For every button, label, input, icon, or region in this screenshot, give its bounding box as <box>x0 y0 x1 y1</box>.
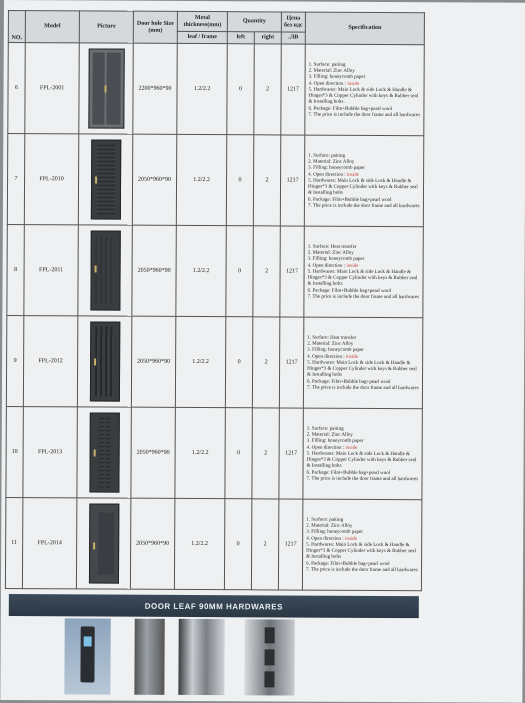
row-right: 2 <box>254 44 281 135</box>
row-right: 2 <box>253 226 280 317</box>
spec-line: 7. The price is include the door frame and all hardwares <box>307 294 420 300</box>
door-picture <box>76 498 130 589</box>
row-no: 6 <box>8 43 25 134</box>
row-no: 11 <box>5 498 22 589</box>
row-size: 2050*960*90 <box>132 134 176 225</box>
spec-line: 3. Filling: honeycomb paper <box>306 439 364 445</box>
row-left: 0 <box>225 317 252 408</box>
row-price: 1217 <box>279 408 303 499</box>
hinge-icon <box>265 627 275 643</box>
spec-line: 6. Package: Film+Bubble bag+pearl wool <box>308 106 393 112</box>
row-thickness: 1.2/2.2 <box>176 134 226 225</box>
row-right: 2 <box>252 317 279 408</box>
open-direction-value: inside <box>345 445 358 451</box>
spec-line: 1. Surface: Heat transfer <box>307 335 357 341</box>
spec-line: 5. Hardwares: Main Lock & side Lock & Handle & Hinges*3 & Copper Cylinder with keys & Rubber seal & Installing bolts. <box>308 87 419 106</box>
door-pattern <box>95 237 115 303</box>
header-model: Model <box>25 11 79 43</box>
spec-line: 1. Surface: paiting <box>306 517 344 523</box>
smart-lock-photo <box>64 618 110 694</box>
spec-line: 3. Filling: honeycomb paper <box>307 257 365 263</box>
row-spec <box>304 135 423 227</box>
door-image <box>89 412 119 492</box>
spec-line: 3. Filling: honeycomb paper <box>307 348 364 354</box>
spec-line: 4. Open direction : inside <box>308 172 359 178</box>
spec-line: 5. Hardwares: Main Lock & side Lock & Handle & Hinges*3 & Copper Cylinder with keys & Rubber seal & Installing bolts <box>306 542 416 561</box>
table-row <box>7 225 423 318</box>
spec-line: 2. Material: Zinc Alloy <box>307 341 354 348</box>
row-model: FPL-2012 <box>23 316 77 407</box>
spec-line: 1. Surface: paiting <box>308 153 346 159</box>
header-right: right <box>254 32 281 44</box>
door-handle <box>93 449 95 456</box>
spec-line: 6. Package: Film+Bubble bag+pearl wool <box>306 470 391 476</box>
row-right: 2 <box>253 135 280 226</box>
row-spec <box>302 499 421 591</box>
spec-line: 4. Open direction : inside <box>307 263 359 269</box>
header-no: NO. <box>8 11 25 43</box>
row-size: 2050*960*90 <box>132 225 176 316</box>
row-price: 1217 <box>280 135 304 226</box>
spec-line: 6. Package: Film+Bubble bag+pearl wool <box>307 197 392 203</box>
header-specification: Specification <box>305 12 424 45</box>
smart-lock-icon <box>80 626 94 682</box>
door-handle <box>104 86 106 93</box>
hardware-banner: DOOR LEAF 90MM HARDWARES <box>9 594 419 618</box>
row-price: 1217 <box>278 499 302 590</box>
open-direction-value: inside <box>346 263 359 269</box>
spec-line: 2. Material: Zinc Alloy <box>306 432 353 439</box>
door-image <box>90 230 120 310</box>
door-picture <box>79 43 133 134</box>
spec-line: 3. Filling: honeycomb paper <box>308 75 366 81</box>
open-direction-value: inside <box>346 172 359 178</box>
door-image <box>90 139 120 219</box>
row-model: FPL-2013 <box>23 407 77 498</box>
row-no: 9 <box>6 316 23 407</box>
row-thickness: 1.2/2.2 <box>174 498 224 589</box>
door-handle <box>95 176 97 183</box>
spec-line: 5. Hardwares: Main Lock & side Lock & Handle & Hinges*3 & Copper Cylinder with keys & Rubber seal & Installing bolts <box>306 451 417 470</box>
spec-line: 6. Package: Film+Bubble bag+pearl wool <box>307 288 392 294</box>
row-no: 7 <box>7 134 24 225</box>
spec-line: 1. Surface: paiting <box>308 62 346 68</box>
spec-line: 7. The price is include the door frame and all hardwares <box>306 476 419 482</box>
spec-line: 5. Hardwares: Main Lock & side Lock & Handle & Hinges*3 & Copper Cylinder with keys & Rubber seal & Installing bolts <box>307 178 418 197</box>
row-right: 2 <box>252 408 279 499</box>
door-frame-photo <box>178 619 224 695</box>
header-door-hole-size: Door hole Size (mm) <box>133 11 177 43</box>
spec-line: 7. The price is include the door frame and all hardwares <box>308 112 421 118</box>
door-picture <box>77 407 131 498</box>
door-panel <box>98 417 103 487</box>
header-picture: Picture <box>79 11 133 43</box>
door-image <box>88 503 118 583</box>
row-model: FPL-2001 <box>25 43 79 134</box>
door-panel <box>96 144 114 214</box>
row-thickness: 1.2/2.2 <box>175 407 225 498</box>
row-spec <box>303 317 422 409</box>
door-panel <box>94 326 114 396</box>
row-no: 10 <box>6 407 23 498</box>
door-handle <box>94 265 96 272</box>
table-row <box>5 498 421 591</box>
row-price: 1217 <box>279 317 303 408</box>
table-row <box>7 134 423 227</box>
header-price-unit: .ЛВ <box>281 32 305 44</box>
row-thickness: 1.2/2.2 <box>175 316 225 407</box>
header-left: left <box>227 32 254 44</box>
header-metal-thickness: Metal thickness(mm) <box>177 11 227 31</box>
row-spec <box>304 226 423 318</box>
row-spec <box>303 408 422 500</box>
header-quantity: Quantity <box>227 12 281 32</box>
row-size: 2050*960*90 <box>131 316 175 407</box>
door-image <box>89 321 119 401</box>
door-leaf-left <box>92 52 104 124</box>
spec-line: 1. Surface: paiting <box>306 426 344 432</box>
door-picture <box>78 134 132 225</box>
door-handle <box>93 542 95 549</box>
spec-line: 2. Material: Zinc Alloy <box>306 523 353 530</box>
door-panel <box>97 512 113 574</box>
door-image <box>88 48 124 128</box>
open-direction-value: inside <box>345 354 358 360</box>
header-price: Цена без ндс <box>281 12 305 32</box>
row-model: FPL-2011 <box>24 225 78 316</box>
row-left: 0 <box>226 226 253 317</box>
row-price: 1217 <box>281 44 305 135</box>
spec-line: 2. Material: Zinc Alloy <box>308 159 355 166</box>
spec-line: 4. Open direction : inside <box>308 81 360 87</box>
spec-line: 4. Open direction : inside <box>306 445 358 451</box>
spec-line: 5. Hardwares: Main Lock & side Lock & Handle & Hinges*3 & Copper Cylinder with keys & Rubber seal & Installing bolts <box>307 360 417 379</box>
row-left: 0 <box>225 408 252 499</box>
row-left: 0 <box>224 499 251 590</box>
spec-line: 2. Material: Zinc Alloy <box>308 68 355 75</box>
door-handle <box>94 358 96 365</box>
row-thickness: 1.2/2.2 <box>177 43 227 134</box>
table-row <box>8 43 424 136</box>
row-thickness: 1.2/2.2 <box>176 225 226 316</box>
door-panel <box>105 418 110 488</box>
spec-line: 4. Open direction : inside <box>306 536 357 542</box>
door-picture <box>77 316 131 407</box>
row-model: FPL-2014 <box>22 498 76 589</box>
door-edge-photo <box>134 619 164 695</box>
row-right: 2 <box>251 499 278 590</box>
hinge-icon <box>265 649 275 665</box>
price-table <box>5 10 425 591</box>
spec-line: 3. Filling: honeycomb paper <box>308 166 365 172</box>
spec-line: 6. Package: Film+Bubble bag+pearl wool <box>307 379 391 385</box>
spec-line: 7. The price is include the door frame and all hardwares <box>307 203 420 209</box>
spec-line: 3. Filling: honeycomb paper <box>306 530 363 536</box>
spec-line: 6. Package: Film+Bubble bag+pearl wool <box>306 561 390 567</box>
row-model: FPL-2010 <box>24 134 78 225</box>
row-left: 0 <box>227 44 254 135</box>
open-direction-value: inside <box>347 81 360 87</box>
door-picture <box>78 225 132 316</box>
open-direction-value: inside <box>344 536 357 542</box>
row-left: 0 <box>226 135 253 226</box>
header-leaf-frame: leaf / frame <box>177 31 227 43</box>
spec-line: 2. Material: Zinc Alloy <box>307 250 354 257</box>
row-size: 2200*960*90 <box>133 43 177 134</box>
spec-line: 5. Hardwares: Main Lock & side Lock & Handle & Hinges*3 & Copper Cylinder with keys & Rubber seal & Installing bolts <box>307 269 418 288</box>
table-row <box>6 316 422 409</box>
hinge-icon <box>264 671 274 687</box>
spec-line: 1. Surface: Heat transfer <box>307 244 357 250</box>
row-price: 1217 <box>280 226 304 317</box>
hinge-photo <box>244 619 294 695</box>
spec-line: 7. The price is include the door frame and all hardwares <box>306 567 418 573</box>
row-size: 2050*960*90 <box>131 407 175 498</box>
row-size: 2050*960*90 <box>130 498 174 589</box>
row-spec <box>305 44 424 136</box>
table-row <box>6 407 422 500</box>
spec-line: 7. The price is include the door frame and all hardwares <box>306 385 419 391</box>
spec-line: 4. Open direction : inside <box>307 354 358 360</box>
row-no: 8 <box>7 225 24 316</box>
door-leaf-right <box>106 53 120 125</box>
